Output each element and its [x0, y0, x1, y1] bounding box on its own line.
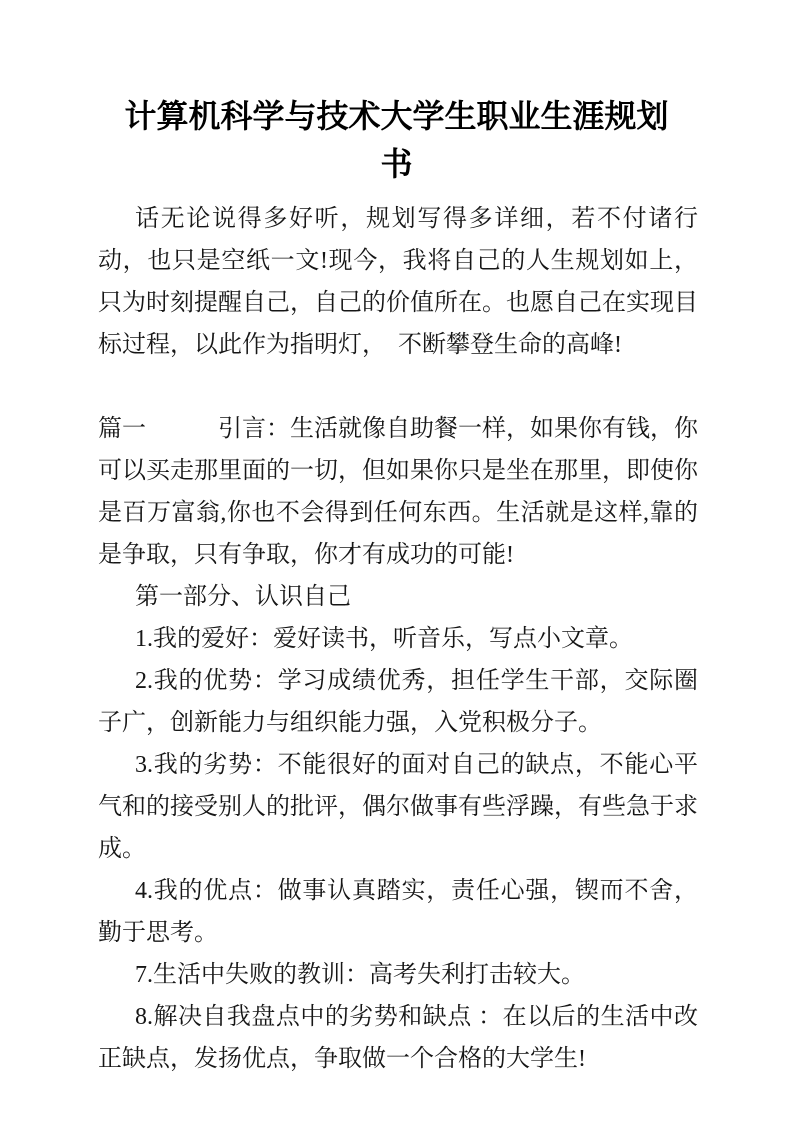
- document-title: 计算机科学与技术大学生职业生涯规划书: [124, 98, 669, 182]
- intro-paragraph: 话无论说得多好听，规划写得多详细，若不付诸行动，也只是空纸一文!现今，我将自己的人生规划如上，只为时刻提醒自己，自己的价值所在。也愿自己在实现目标过程，以此作为指明灯， 不断攀登生命的高峰!: [98, 206, 698, 358]
- hobby-item: 1.我的爱好：爱好读书，听音乐，写点小文章。: [135, 626, 633, 652]
- merits-item: 4.我的优点：做事认真踏实，责任心强，锲而不舍，勤于思考。: [98, 878, 698, 946]
- part-one-heading: 第一部分、认识自己: [135, 584, 351, 610]
- chapter-one-paragraph: 篇一 引言：生活就像自助餐一样，如果你有钱，你可以买走那里面的一切，但如果你只是坐在那里，即使你是百万富翁,你也不会得到任何东西。生活就是这样,靠的是争取，只有争取，你才有成功的可能!: [98, 416, 698, 568]
- document-body: [98, 198, 698, 1080]
- failure-lesson-item: 7.生活中失败的教训：高考失利打击较大。: [135, 962, 585, 988]
- resolution-item: 8.解决自我盘点中的劣势和缺点 ：在以后的生活中改正缺点，发扬优点，争取做一个合格的大学生!: [98, 1004, 698, 1072]
- strengths-item: 2.我的优势：学习成绩优秀，担任学生干部，交际圈子广，创新能力与组织能力强，入党积极分子。: [98, 668, 698, 736]
- weaknesses-item: 3.我的劣势：不能很好的面对自己的缺点，不能心平气和的接受别人的批评，偶尔做事有些浮躁，有些急于求成。: [98, 752, 698, 862]
